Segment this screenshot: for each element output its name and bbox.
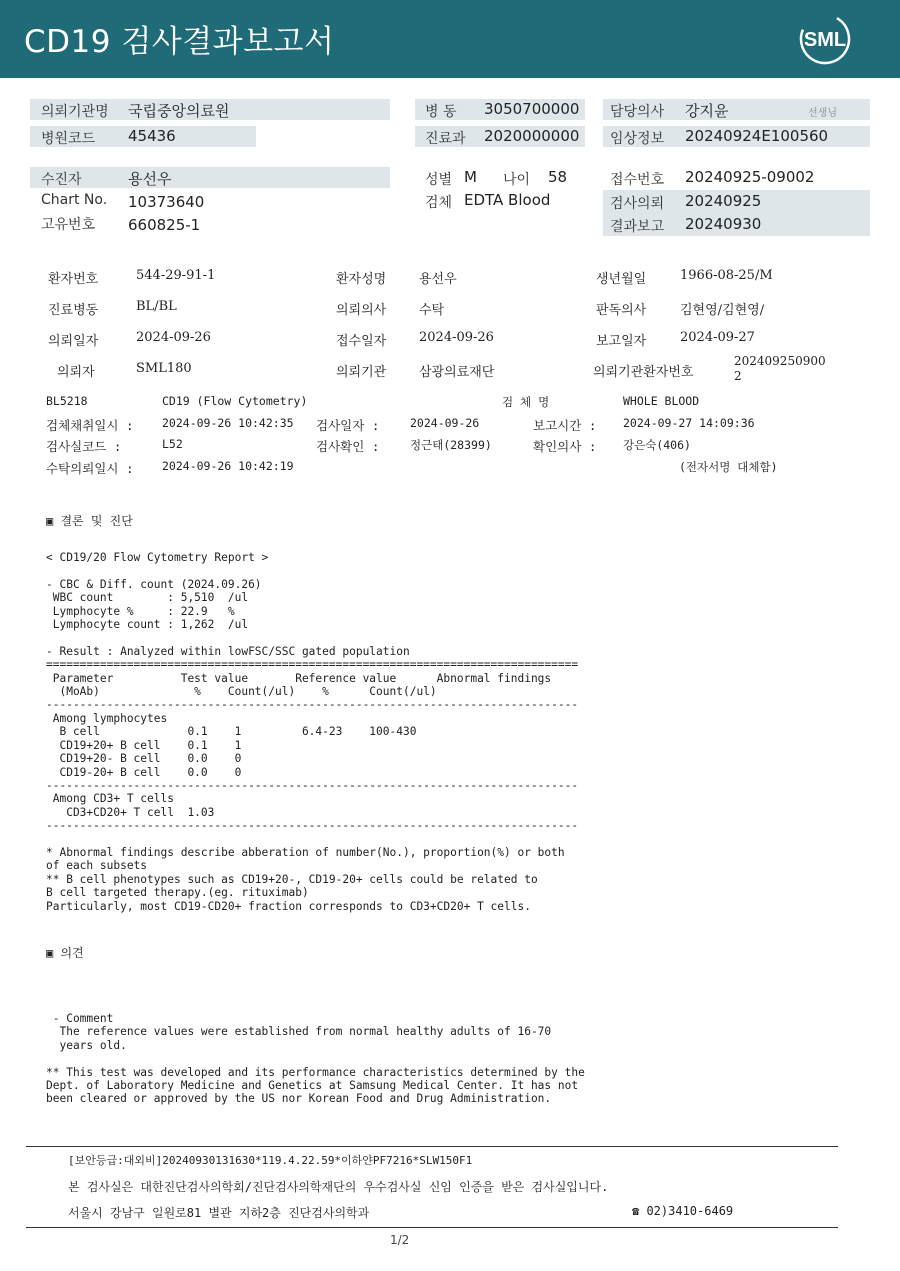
clinical-label: 임상정보 — [610, 131, 665, 147]
grid-value-cont: 2 — [734, 369, 742, 383]
specimen-value: EDTA Blood — [464, 191, 551, 209]
ward-value: 3050700000 — [484, 100, 580, 118]
labcode-label: 검사실코드 : — [46, 439, 122, 454]
doctor-label: 담당의사 — [610, 104, 665, 120]
doctor-value: 강지윤 — [685, 102, 729, 120]
grid-value: BL/BL — [136, 299, 177, 314]
grid-value: 1966-08-25/M — [680, 268, 773, 283]
security-line: [보안등급:대외비]20240930131630*119.4.22.59*이하얀PF7216*SLW150F1 — [68, 1154, 473, 1167]
report-title: CD19 검사결과보고서 — [24, 24, 335, 60]
grid-label: 환자번호 — [48, 272, 99, 287]
comment-body: - Comment The reference values were established from normal healthy adults of 16-70 years old. ** This test was developed and its performance characteristics determined by the Dept. of Laboratory Medicine and Genetics at Samsung Medical Center. It has not been cleared or approved by the US nor Korean Food and Drug Administration. — [46, 1012, 585, 1106]
confirm-value: 정근태(28399) — [410, 438, 492, 452]
address-line: 서울시 강남구 일원로81 별관 지하2층 진단검사의학과 — [68, 1206, 370, 1220]
grid-value: 용선우 — [419, 272, 457, 287]
department-value: 2020000000 — [484, 127, 580, 145]
test-name: CD19 (Flow Cytometry) — [162, 394, 308, 408]
grid-value: 544-29-91-1 — [136, 268, 216, 283]
grid-label: 의뢰기관 — [336, 365, 387, 380]
grid-value: 202409250900 — [734, 354, 826, 368]
grid-label: 환자성명 — [336, 272, 387, 287]
result-label: 결과보고 — [610, 219, 665, 235]
grid-label: 의뢰의사 — [336, 303, 387, 318]
certification-line: 본 검사실은 대한진단검사의학회/진단검사의학재단의 우수검사실 신임 인증을 받은 검사실입니다. — [68, 1180, 609, 1194]
grid-value: 삼광의료재단 — [419, 365, 495, 380]
confirm-doctor-label: 확인의사 : — [533, 439, 597, 454]
testdate-label: 검사일자 : — [316, 418, 380, 433]
chart-value: 10373640 — [128, 193, 205, 211]
grid-value: SML180 — [136, 361, 192, 376]
logo-text: SML — [803, 29, 847, 51]
esign-note: (전자서명 대체함) — [679, 460, 778, 474]
footer-divider-top — [26, 1146, 838, 1147]
age-value: 58 — [548, 168, 568, 186]
request-label: 검사의뢰 — [610, 196, 665, 212]
ward-label: 병 동 — [425, 104, 457, 120]
patient-label: 수진자 — [41, 172, 82, 188]
patient-value: 용선우 — [128, 170, 172, 188]
collect-label: 검체채취일시 : — [46, 418, 134, 433]
confirm-label: 검사확인 : — [316, 439, 380, 454]
conclusion-title: ▣ 결론 및 진단 — [46, 514, 133, 528]
hospital-code-label: 병원코드 — [41, 131, 96, 147]
hospital-code-value: 45436 — [128, 127, 176, 145]
patient-box — [30, 167, 390, 188]
uid-label: 고유번호 — [41, 217, 96, 233]
institution-label: 의뢰기관명 — [41, 104, 109, 120]
clinical-value: 20240924E100560 — [685, 127, 829, 145]
grid-label: 보고일자 — [596, 334, 647, 349]
grid-value: 2024-09-27 — [680, 330, 755, 345]
grid-label: 의뢰자 — [57, 365, 95, 380]
receipt-value: 20240925-09002 — [685, 168, 815, 186]
grid-value: 김현영/김현영/ — [680, 303, 765, 318]
report-body: < CD19/20 Flow Cytometry Report > - CBC & Diff. count (2024.09.26) WBC count : 5,510 /ul Lymphocyte % : 22.9 % Lymphocyte count : 1,262 /ul - Result : Analyzed within lowFSC/SSC gated population =============================================================================== Parameter Test value Reference value Abnormal findings (MoAb) % Count(/ul) % Count(/ul) ------------------------------------------------------------------------------- Among lymphocytes B cell 0.1 1 6.4-23 100-430 CD19+20+ B cell 0.1 1 CD19+20- B cell 0.0 0 CD19-20+ B cell 0.0 0 ------------------------------------------------------------------------------- Among CD3+ T cells CD3+CD20+ T cell 1.03 ------------------------------------------------------------------------------- * Abnormal findings describe abberation of number(No.), proportion(%) or both of each subsets ** B cell phenotypes such as CD19+20-, CD19-20+ cells could be related to B cell targeted therapy.(eg. rituximab) Particularly, most CD19-CD20+ fraction corresponds to CD3+CD20+ T cells. — [46, 551, 579, 913]
grid-label: 판독의사 — [596, 303, 647, 318]
reporttime-label: 보고시간 : — [533, 418, 597, 433]
doctor-suffix: 선생님 — [808, 108, 837, 119]
testdate-value: 2024-09-26 — [410, 416, 480, 430]
result-value: 20240930 — [685, 215, 762, 233]
reporttime-value: 2024-09-27 14:09:36 — [623, 416, 755, 430]
grid-value: 수탁 — [419, 303, 445, 318]
confirm-doctor-value: 강은숙(406) — [623, 438, 691, 452]
grid-label: 의뢰일자 — [48, 334, 99, 349]
specimen-label: 검체 — [425, 195, 453, 211]
sex-label: 성별 — [425, 172, 453, 188]
receipt-label: 접수번호 — [610, 172, 665, 188]
sml-logo — [796, 12, 854, 66]
footer-divider-bottom — [26, 1227, 838, 1228]
phone-number: ☎ 02)3410-6469 — [632, 1204, 734, 1218]
grid-value: 2024-09-26 — [136, 330, 211, 345]
request-value: 20240925 — [685, 192, 762, 210]
report-header — [0, 0, 900, 78]
grid-value: 2024-09-26 — [419, 330, 494, 345]
collect-value: 2024-09-26 10:42:35 — [162, 416, 294, 430]
uid-value: 660825-1 — [128, 216, 201, 234]
department-label: 진료과 — [425, 131, 466, 147]
institution-value: 국립중앙의료원 — [128, 102, 230, 120]
grid-label: 생년월일 — [596, 272, 647, 287]
consign-label: 수탁의뢰일시 : — [46, 461, 134, 476]
grid-label: 의뢰기관환자번호 — [593, 365, 694, 380]
labcode-value: L52 — [162, 437, 183, 451]
specimen-name-value: WHOLE BLOOD — [623, 394, 700, 408]
specimen-name-label: 검 체 명 — [502, 395, 550, 409]
grid-label: 접수일자 — [336, 334, 387, 349]
chart-label: Chart No. — [41, 192, 108, 208]
page-number: 1/2 — [390, 1233, 410, 1247]
age-label: 나이 — [503, 172, 531, 188]
grid-label: 진료병동 — [48, 303, 99, 318]
sex-value: M — [464, 168, 477, 186]
test-code: BL5218 — [46, 394, 88, 408]
consign-value: 2024-09-26 10:42:19 — [162, 459, 294, 473]
opinion-title: ▣ 의견 — [46, 946, 84, 960]
